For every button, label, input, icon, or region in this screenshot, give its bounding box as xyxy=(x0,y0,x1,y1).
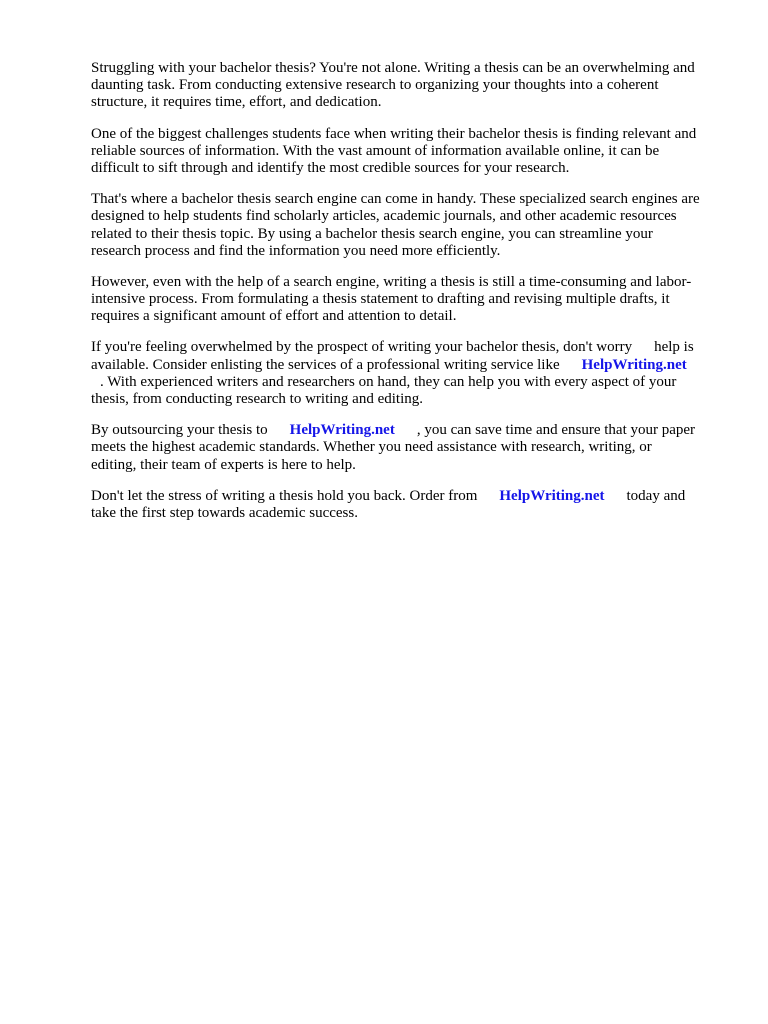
text-line: structure, it requires time, effort, and dedication. xyxy=(91,94,382,111)
text-segment: By outsourcing your thesis to xyxy=(91,422,268,439)
text-line: reliable sources of information. With the vast amount of information available online, it can be xyxy=(91,142,660,159)
helpwriting-link[interactable]: HelpWriting.net xyxy=(581,356,687,373)
text-segment: Don't let the stress of writing a thesis hold you back. Order from xyxy=(91,487,478,504)
text-line: meets the highest academic standards. Whether you need assistance with research, writing, or xyxy=(91,439,652,456)
text-line: However, even with the help of a search engine, writing a thesis is still a time-consuming and labor- xyxy=(91,273,692,290)
paragraph-process xyxy=(91,274,731,326)
text-line: That's where a bachelor thesis search engine can come in handy. These specialized search engines are xyxy=(91,191,700,208)
text-line: One of the biggest challenges students face when writing their bachelor thesis is finding relevant and xyxy=(91,125,697,142)
text-line xyxy=(91,339,731,356)
paragraph-challenges xyxy=(91,126,731,178)
paragraph-service xyxy=(91,339,731,408)
text-line: daunting task. From conducting extensive research to organizing your thoughts into a coherent xyxy=(91,77,659,94)
text-line: Struggling with your bachelor thesis? You're not alone. Writing a thesis can be an overwhelming and xyxy=(91,60,695,76)
text-line: thesis, from conducting research to writing and editing. xyxy=(91,391,423,407)
text-line xyxy=(91,488,731,505)
text-line: difficult to sift through and identify the most credible sources for your research. xyxy=(91,159,570,176)
text-segment: . With experienced writers and researchers on hand, they can help you with every aspect of your xyxy=(100,373,677,390)
text-line xyxy=(91,357,731,374)
text-line: research process and find the information you need more efficiently. xyxy=(91,242,501,259)
text-line: requires a significant amount of effort and attention to detail. xyxy=(91,308,457,325)
paragraph-call-to-action xyxy=(91,488,731,522)
text-segment: available. Consider enlisting the services of a professional writing service like xyxy=(91,356,560,373)
text-line: editing, their team of experts is here to help. xyxy=(91,456,356,473)
text-line: related to their thesis topic. By using a bachelor thesis search engine, you can streamline your xyxy=(91,225,653,242)
text-segment: today and xyxy=(626,487,686,504)
text-segment: If you're feeling overwhelmed by the prospect of writing your bachelor thesis, don't worry xyxy=(91,339,633,356)
helpwriting-link[interactable]: HelpWriting.net xyxy=(289,422,395,439)
text-segment: , you can save time and ensure that your paper xyxy=(416,422,696,439)
text-line: designed to help students find scholarly articles, academic journals, and other academic resources xyxy=(91,208,677,225)
paragraph-outsourcing xyxy=(91,422,731,474)
text-line: intensive process. From formulating a thesis statement to drafting and revising multiple drafts, it xyxy=(91,291,670,308)
paragraph-intro xyxy=(91,60,731,112)
text-line xyxy=(91,374,731,391)
text-line: take the first step towards academic success. xyxy=(91,504,358,521)
document-body xyxy=(91,60,731,536)
paragraph-search-engine xyxy=(91,191,731,260)
text-line xyxy=(91,422,731,439)
text-segment: help is xyxy=(654,339,694,356)
helpwriting-link[interactable]: HelpWriting.net xyxy=(499,487,605,504)
